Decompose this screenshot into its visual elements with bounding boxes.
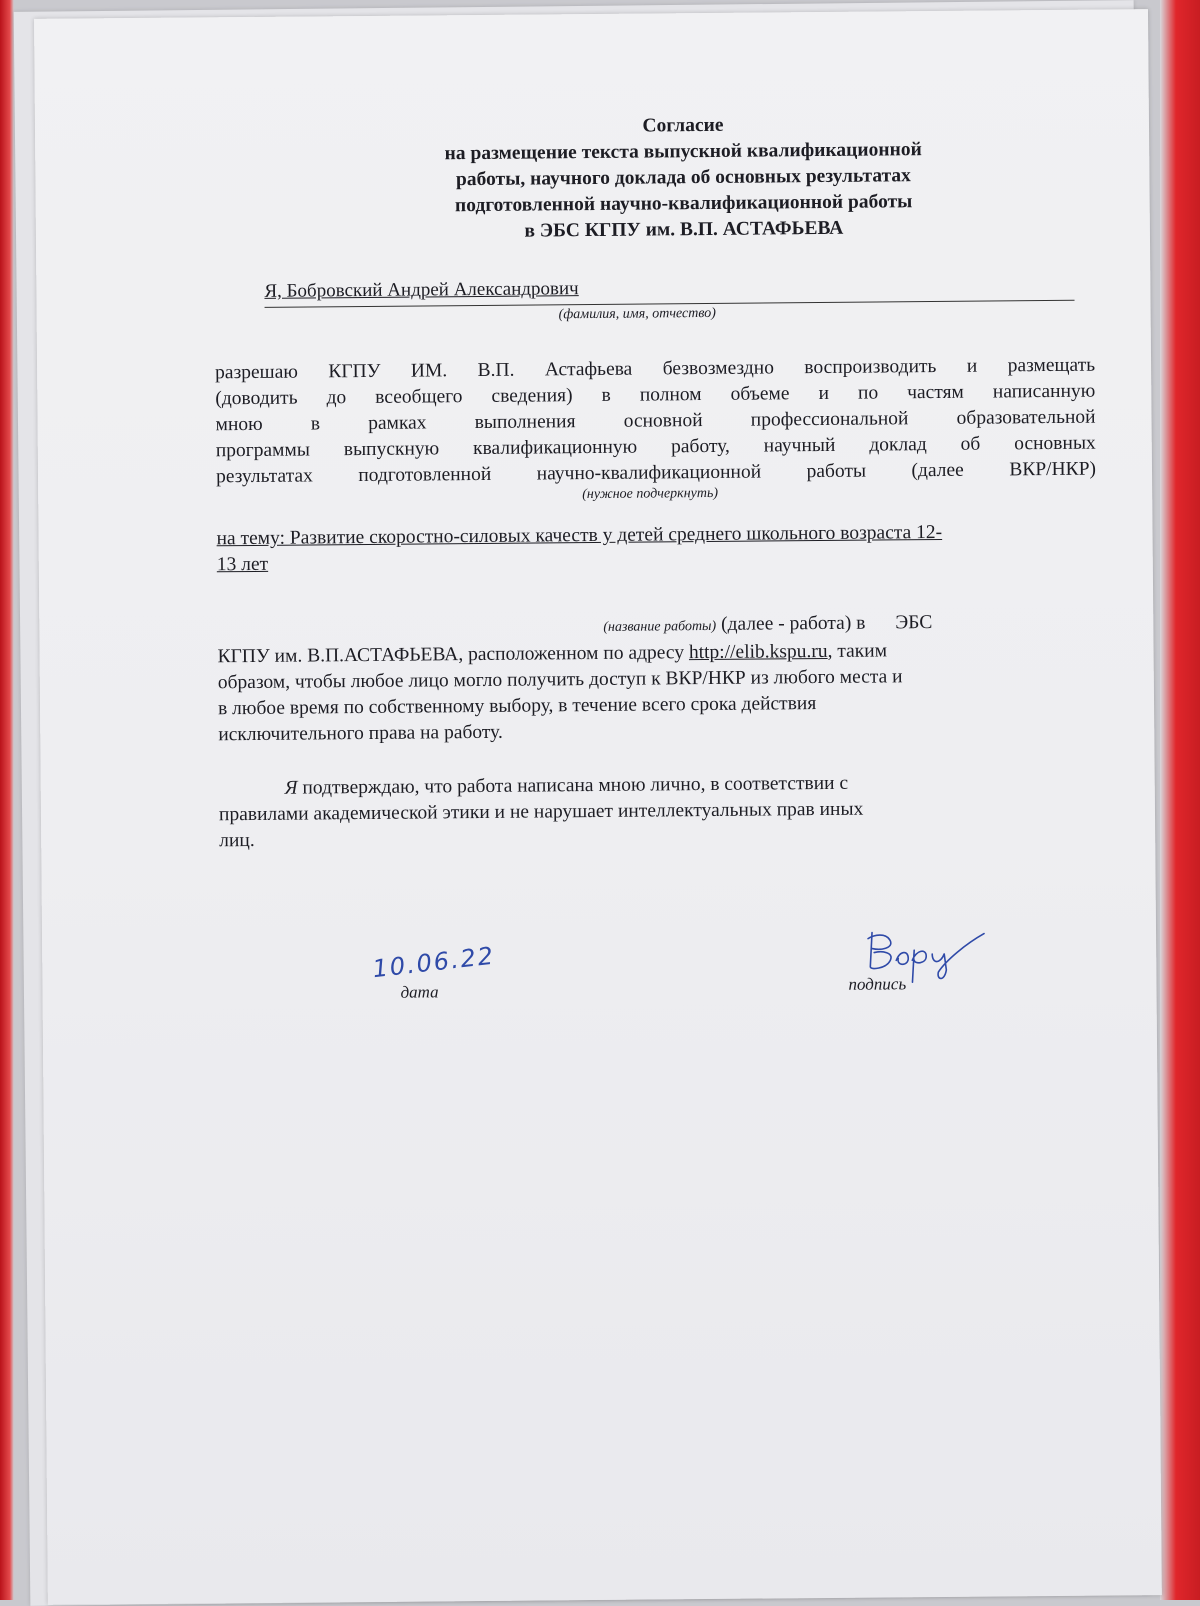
text-line: программы выпускную квалификационную работу, научный доклад об основных <box>215 432 1096 462</box>
ebs-label: ЭБС <box>895 612 933 634</box>
confirmation-paragraph <box>219 769 1100 855</box>
text-line: лиц. <box>219 829 255 852</box>
placement-paragraph <box>217 637 1098 749</box>
work-name-after: (далее - работа) в <box>720 612 866 635</box>
applicant-name-row <box>264 274 1074 308</box>
document-title <box>273 110 1094 247</box>
title-line: Согласие <box>642 114 724 137</box>
name-caption: (фамилия, имя, отчество) <box>558 305 716 323</box>
signing-area <box>220 907 1101 1075</box>
applicant-name: Я, Бобровский Андрей Александрович <box>264 278 579 302</box>
text-line: мною в рамках выполнения основной профессиональной образовательной <box>215 406 1096 436</box>
title-line: в ЭБС КГПУ им. В.П. АСТАФЬЕВА <box>524 217 844 242</box>
topic-line: на тему: Развитие скоростно-силовых качеств у детей среднего школьного возраста 12- <box>216 521 943 550</box>
work-name-caption: (название работы) <box>603 618 717 635</box>
topic-line: 13 лет <box>216 553 269 576</box>
text-line: исключительного права на работу. <box>218 721 503 746</box>
title-line: на размещение текста выпускной квалификационной <box>444 139 922 165</box>
text-line: образом, чтобы любое лицо могло получить доступ к ВКР/НКР из любого места и <box>217 666 903 694</box>
confirmation-text: подтверждаю, что работа написана мною лично, в соответствии с <box>297 772 849 799</box>
red-folder-edge-right <box>1160 0 1200 1600</box>
title-line: работы, научного доклада об основных результатах <box>455 165 911 191</box>
title-line: подготовленной научно-квалификационной работы <box>454 191 913 217</box>
placement-text: , таким <box>827 640 888 662</box>
placement-text: КГПУ им. В.П.АСТАФЬЕВА, расположенном по адресу <box>217 642 685 668</box>
handwritten-date: 10.06.22 <box>371 941 497 984</box>
permission-paragraph <box>215 353 1096 491</box>
document-sheet <box>34 9 1162 1605</box>
document-content <box>213 110 1101 1075</box>
confirmation-first-word: Я <box>284 777 298 799</box>
underline-caption: (нужное подчеркнуть) <box>582 485 719 503</box>
text-line: (доводить до всеобщего сведения) в полном объеме и по частям написанную <box>215 380 1096 410</box>
signature-caption: подпись <box>848 974 907 994</box>
date-caption: дата <box>400 982 439 1002</box>
text-line: в любое время по собственному выбору, в течение всего срока действия <box>217 693 817 720</box>
elib-link[interactable]: http://elib.kspu.ru <box>688 640 828 664</box>
text-line: правилами академической этики и не нарушает интеллектуальных прав иных <box>218 798 864 826</box>
text-line: результатах подготовленной научно-квалификационной работы (далее ВКР/НКР) <box>215 458 1097 488</box>
topic-block <box>216 519 1096 579</box>
red-folder-edge-left <box>0 0 14 1600</box>
text-line: разрешаю КГПУ ИМ. В.П. Астафьева безвозмездно воспроизводить и размещать <box>215 354 1096 384</box>
